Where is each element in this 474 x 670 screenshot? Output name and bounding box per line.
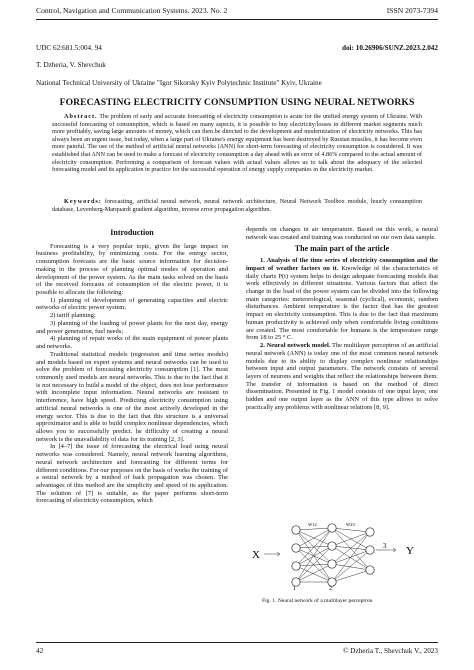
weight-label-w23: W23 (346, 522, 355, 527)
output-node (366, 546, 374, 554)
model-paragraph (246, 342, 438, 411)
keywords-label: Keywords: (64, 198, 102, 205)
hidden-node (328, 542, 336, 550)
intro-list-item: 3) planning of the loading of power plants for the next day, energy and power generation, fuel needs; (36, 319, 228, 335)
network-nodes (292, 524, 374, 586)
abstract-label: Abstract. (64, 113, 98, 120)
abstract-text: The problem of early and accurate forecasting of electricity consumption is acute for the unified energy system of Ukraine. With successful forecasting of consumption, which is based on many aspects, it is possible to buy electricity/losses in different market segments much more profitably, saving large amounts of money, which can then be directed to the development and modernization of electricity networks. This has always been an urgent issue, but today, when a large part of Ukraine's energy equipment has been destroyed by Russian missiles, it has become even more painful. The use of the method of artificial neural networks (ANN) for short-term forecasting of electricity consumption is considered. It was established that ANN can be used to make a forecast of electricity consumption a day ahead with an error of 4.86% compared to the actual amount of electricity consumption. Performing a comparison of forecast values with actual values allows us to talk about the adequacy of the selected forecasting model and its application in practice for the successful operation of energy supply companies in the electricity market. (52, 113, 422, 174)
left-column (36, 228, 228, 505)
authors: T. Dzheria, V. Shevchuk (36, 61, 106, 69)
intro-list-item: 4) planning of repair works of the main equipment of power plants and networks. (36, 335, 228, 351)
paper-title: FORECASTING ELECTRICITY CONSUMPTION USING NEURAL NETWORKS (59, 97, 415, 108)
right-column (246, 226, 438, 412)
hidden-node (328, 560, 336, 568)
journal-header: Control, Navigation and Communication Systems. 2023. No. 2 (36, 6, 228, 15)
copyright: © Dzheria T., Shevchuk V., 2023 (343, 647, 438, 655)
page-number: 42 (36, 647, 44, 655)
figure-caption: Fig. 1. Neural network of a multilayer perceptron (262, 598, 373, 604)
input-node (292, 526, 300, 534)
intro-paragraph: In [4–7] the issue of forecasting the electrical load using neural networks was considered. Namely, neural network learning algorithms, neural network architecture and forecasting for different terms for different conditions. For our purposes on the basis of works the training of a neural network by a method of back propagation was chosen. The advantages of this method are the simplicity and speed of its application. The solution of [7] is suitable, as the paper performs short-term forecasting of electricity consumption, which (36, 443, 228, 505)
doi: doi: 10.26906/SUNZ.2023.2.042 (341, 44, 438, 52)
weight-label-w12: W12 (308, 522, 317, 527)
layer-number-2: 2 (329, 586, 332, 592)
layer-number-3: 3 (383, 542, 387, 550)
intro-heading: Introduction (110, 228, 154, 237)
network-connections (264, 528, 396, 582)
input-symbol: X (252, 549, 260, 561)
intro-paragraph: Traditional statistical models (regression and time series models) and models based on expert systems and neural networks can be used to solve the problem of forecasting electricity consumption [1]. The most commonly used models are neural networks. This is due to the fact that it is not necessary to build a model of the object, does not lose performance with incomplete input information. Neural networks are resistant to interference, have high speed. Predicting electricity consumption using artificial neural networks is one of the most actively developed in the energy sector. This is due to the fact that this structure is a universal approximator and is able to build complex nonlinear dependencies, which allows you to successfully predict. he difficulty of creating a neural network is the unavailability of data for its training [2, 3]. (36, 350, 228, 443)
main-heading: The main part of the article (294, 244, 390, 254)
analysis-paragraph (246, 257, 438, 342)
model-text: The multilayer perceptron of an artificial neural network (ANN) is today one of the most common neural network models due to its ability to display complex nonlinear relationships between input and output parameters. The network consists of several layers of neurons and weights that reflect the relationships between them. The transfer of information is based on the method of direct dissemination. Presented in Fig. 1 model consists of one input layer, one hidden and one output layer as the ANN of this type allows to solve practically any problems with nonlinear relations [8, 9]. (246, 342, 438, 411)
input-node (292, 562, 300, 570)
output-node (366, 528, 374, 536)
footer-rule (36, 642, 438, 643)
input-node (292, 544, 300, 552)
model-lead: 2. Neural network model. (260, 342, 331, 350)
output-symbol: Y (406, 545, 414, 557)
affiliation: National Technical University of Ukraine "Igor Sikorsky Kyiv Polytechnic Institute" Kyiv, Ukraine (36, 79, 322, 87)
intro-list-item: 2) tariff planning; (50, 312, 96, 320)
intro-paragraph: Forecasting is a very popular topic, given the large impact on business profitability, by minimizing costs. For the energy sector, consumption forecasts are the basic source information for decision-making in the process of planning optimal modes of operation and development of the power system. As the main tasks solved on the basis of the received forecasts of consumption of the electric power, it is possible to allocate the following: (36, 242, 228, 297)
udc: UDC 62:681.5:004. 94 (36, 44, 102, 52)
issn: ISSN 2073-7394 (386, 6, 438, 15)
continuation-paragraph: depends on changes in air temperature. Based on this work, a neural network was created and training was conducted on our own data sample. (246, 226, 438, 241)
abstract (52, 113, 422, 174)
hidden-node (328, 578, 336, 586)
neural-network-figure (246, 520, 438, 592)
layer-number-1: 1 (293, 586, 296, 592)
keywords-text: forecasting, artificial neural network, neural network architecture, Neural Network Toolbox module, hourly consumption database, Levenberg-Marquardt gradient algorithm, inverse error propagation algorithm. (52, 198, 423, 213)
analysis-lead: 1. Analysis of the time series of electricity consumption and the impact of weather factors on it. (246, 257, 438, 272)
input-node (292, 578, 300, 586)
hidden-node (328, 524, 336, 532)
output-node (366, 566, 374, 574)
keywords (52, 198, 422, 213)
header-rule (36, 19, 438, 20)
intro-list-item: 1) planning of development of generating capacities and electric networks of electric power system; (36, 296, 228, 312)
analysis-text: Knowledge of the characteristics of daily charts P(t) system helps to design adequate forecasting models that work effectively in different situations. Various factors that affect the change in the load of the power system can be divided into the following main categories: meteorological, seasonal (cyclical), economic, random disturbances. Ambient temperature is the factor that has the greatest impact on electricity consumption. This is due to the fact that maximum human productivity is achieved only when comfortable living conditions are created. The most comfortable for humans is the temperature range from 18 to 25 ° C. (246, 264, 438, 342)
